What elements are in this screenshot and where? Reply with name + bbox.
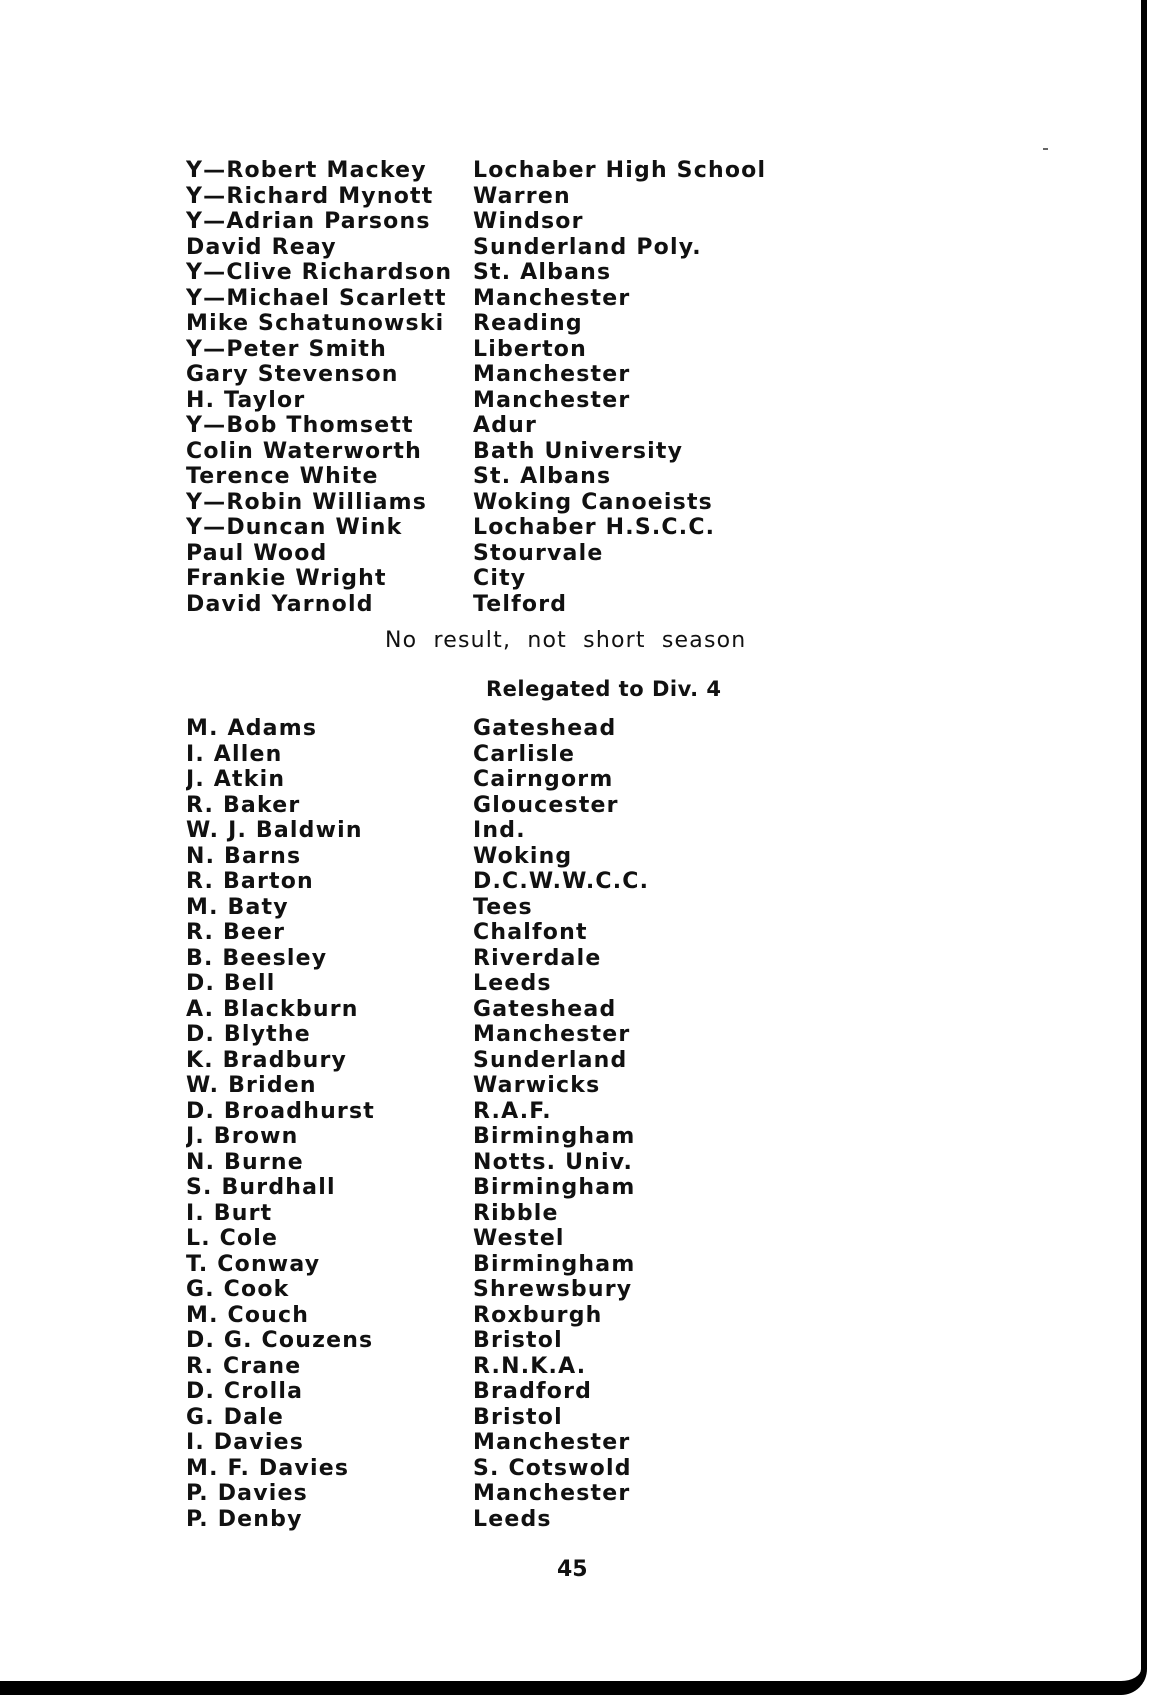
competitor-name: R. Baker: [186, 792, 301, 818]
competitor-name: M. Couch: [186, 1302, 310, 1328]
list-item: [186, 946, 826, 972]
list-item: [186, 1354, 826, 1380]
competitor-name: Colin Waterworth: [186, 438, 422, 464]
list-item: [186, 1175, 826, 1201]
club-name: Ribble: [473, 1200, 559, 1226]
competitor-name: D. Broadhurst: [186, 1098, 375, 1124]
list-item: [186, 920, 826, 946]
list-item: [186, 742, 826, 768]
list-item: [186, 566, 826, 592]
list-item: [186, 515, 826, 541]
list-item: [186, 184, 826, 210]
competitor-name: H. Taylor: [186, 387, 306, 413]
competitor-name: L. Cole: [186, 1226, 279, 1251]
list-item: [186, 1456, 826, 1482]
page-number: 45: [557, 1557, 588, 1582]
list-item: [186, 895, 826, 921]
competitor-name: M. F. Davies: [186, 1455, 350, 1481]
list-item: [186, 1405, 826, 1431]
competitor-name: R. Barton: [186, 869, 314, 894]
club-name: Telford: [473, 591, 568, 617]
competitor-name: D. G. Couzens: [186, 1328, 374, 1353]
club-name: Manchester: [473, 1022, 631, 1047]
competitor-name: R. Crane: [186, 1353, 302, 1379]
competitor-name: K. Bradbury: [186, 1047, 348, 1073]
club-name: Westel: [473, 1226, 565, 1251]
club-name: Tees: [473, 894, 533, 920]
competitor-name: I. Allen: [186, 741, 283, 767]
club-name: Bradford: [473, 1379, 593, 1404]
competitor-name: Y—Michael Scarlett: [186, 285, 447, 311]
club-name: Notts. Univ.: [473, 1149, 634, 1175]
competitor-name: W. J. Baldwin: [186, 818, 363, 843]
competitor-name: Y—Bob Thomsett: [186, 413, 414, 438]
club-name: Lochaber High School: [473, 158, 767, 183]
club-name: Leeds: [473, 1506, 552, 1532]
list-item: [186, 464, 826, 490]
club-name: City: [473, 566, 527, 591]
list-item: [186, 209, 826, 235]
club-name: Shrewsbury: [473, 1277, 633, 1302]
list-item: [186, 592, 826, 618]
list-item: [186, 1430, 826, 1456]
competitor-name: David Yarnold: [186, 591, 374, 617]
competitor-name: D. Crolla: [186, 1379, 304, 1404]
competitor-name: Y—Robert Mackey: [186, 158, 427, 183]
club-name: R.N.K.A.: [473, 1353, 587, 1379]
list-item: [186, 818, 826, 844]
club-name: St. Albans: [473, 260, 612, 285]
competitor-name: R. Beer: [186, 920, 286, 945]
club-name: Manchester: [473, 362, 631, 387]
competitor-name: W. Briden: [186, 1073, 317, 1098]
competitor-name: P. Denby: [186, 1506, 303, 1532]
section-heading: Relegated to Div. 4: [486, 677, 722, 701]
competitor-name: J. Brown: [186, 1124, 299, 1149]
club-name: Woking: [473, 843, 573, 869]
competitor-name: Paul Wood: [186, 540, 328, 566]
list-item: [186, 158, 826, 184]
club-name: Birmingham: [473, 1124, 636, 1149]
competitor-name: Gary Stevenson: [186, 362, 399, 387]
list-item: [186, 1048, 826, 1074]
competitor-name: David Reay: [186, 234, 337, 260]
competitor-name: Y—Richard Mynott: [186, 183, 434, 209]
club-name: Cairngorm: [473, 767, 614, 792]
club-name: Bristol: [473, 1328, 563, 1353]
club-name: Riverdale: [473, 945, 602, 971]
list-item: [186, 235, 826, 261]
club-name: Bath University: [473, 438, 684, 464]
list-item: [186, 439, 826, 465]
competitor-name: Y—Peter Smith: [186, 336, 388, 362]
competitor-name: Mike Schatunowski: [186, 311, 445, 336]
list-item: [186, 286, 826, 312]
season-note: No result, not short season: [385, 628, 747, 653]
list-item: [186, 1226, 826, 1252]
club-name: Manchester: [473, 1481, 631, 1506]
competitor-name: N. Burne: [186, 1149, 304, 1175]
club-name: Warwicks: [473, 1073, 601, 1098]
list-item: [186, 1328, 826, 1354]
list-item: [186, 767, 826, 793]
list-item: [186, 1481, 826, 1507]
club-name: D.C.W.W.C.C.: [473, 869, 650, 894]
club-name: Sunderland Poly.: [473, 234, 702, 260]
club-name: Liberton: [473, 336, 587, 362]
list-item: [186, 1252, 826, 1278]
list-item: [186, 362, 826, 388]
club-name: Roxburgh: [473, 1302, 603, 1328]
competitor-name: D. Bell: [186, 971, 276, 996]
competitor-name: S. Burdhall: [186, 1175, 336, 1200]
club-name: Gateshead: [473, 716, 617, 741]
competitor-name: N. Barns: [186, 843, 302, 869]
club-name: Manchester: [473, 387, 631, 413]
club-name: Windsor: [473, 209, 584, 234]
competitor-name: M. Adams: [186, 716, 318, 741]
competitor-name: Y—Robin Williams: [186, 489, 428, 515]
scan-speck: [1043, 148, 1048, 150]
list-item: [186, 1379, 826, 1405]
club-name: St. Albans: [473, 464, 612, 489]
list-item: [186, 337, 826, 363]
list-item: [186, 413, 826, 439]
competitor-name: D. Blythe: [186, 1022, 311, 1047]
club-name: Manchester: [473, 1430, 631, 1455]
club-name: Gateshead: [473, 996, 617, 1022]
list-item: [186, 1073, 826, 1099]
competitor-name: G. Dale: [186, 1404, 285, 1430]
list-item: [186, 1507, 826, 1533]
competitor-name: Y—Adrian Parsons: [186, 209, 431, 234]
list-item: [186, 844, 826, 870]
list-item: [186, 793, 826, 819]
competitor-name: Y—Duncan Wink: [186, 515, 403, 540]
competitor-name: P. Davies: [186, 1481, 308, 1506]
club-name: S. Cotswold: [473, 1455, 632, 1481]
list-item: [186, 716, 826, 742]
list-item: [186, 1201, 826, 1227]
competitor-name: G. Cook: [186, 1277, 290, 1302]
list-item: [186, 1150, 826, 1176]
club-name: Woking Canoeists: [473, 489, 713, 515]
competitor-name: I. Burt: [186, 1200, 273, 1226]
club-name: Stourvale: [473, 540, 604, 566]
club-name: Chalfont: [473, 920, 588, 945]
list-item: [186, 1277, 826, 1303]
club-name: Reading: [473, 311, 583, 336]
club-name: Birmingham: [473, 1175, 636, 1200]
list-item: [186, 869, 826, 895]
list-item: [186, 388, 826, 414]
upper-entry-list: [186, 158, 826, 617]
list-item: [186, 971, 826, 997]
list-item: [186, 260, 826, 286]
competitor-name: Frankie Wright: [186, 566, 387, 591]
list-item: [186, 997, 826, 1023]
list-item: [186, 541, 826, 567]
list-item: [186, 490, 826, 516]
club-name: Sunderland: [473, 1047, 628, 1073]
competitor-name: I. Davies: [186, 1430, 305, 1455]
competitor-name: B. Beesley: [186, 945, 328, 971]
competitor-name: J. Atkin: [186, 767, 286, 792]
club-name: Adur: [473, 413, 538, 438]
competitor-name: Y—Clive Richardson: [186, 260, 453, 285]
list-item: [186, 1099, 826, 1125]
competitor-name: Terence White: [186, 464, 379, 489]
club-name: Birmingham: [473, 1251, 636, 1277]
club-name: Lochaber H.S.C.C.: [473, 515, 716, 540]
list-item: [186, 1303, 826, 1329]
club-name: Ind.: [473, 818, 526, 843]
club-name: Bristol: [473, 1404, 563, 1430]
club-name: R.A.F.: [473, 1098, 552, 1124]
club-name: Carlisle: [473, 741, 576, 767]
competitor-name: A. Blackburn: [186, 996, 359, 1022]
club-name: Leeds: [473, 971, 552, 996]
competitor-name: T. Conway: [186, 1251, 321, 1277]
club-name: Manchester: [473, 285, 631, 311]
relegated-entry-list: [186, 716, 826, 1532]
competitor-name: M. Baty: [186, 894, 289, 920]
club-name: Gloucester: [473, 792, 619, 818]
list-item: [186, 311, 826, 337]
list-item: [186, 1022, 826, 1048]
club-name: Warren: [473, 183, 571, 209]
list-item: [186, 1124, 826, 1150]
